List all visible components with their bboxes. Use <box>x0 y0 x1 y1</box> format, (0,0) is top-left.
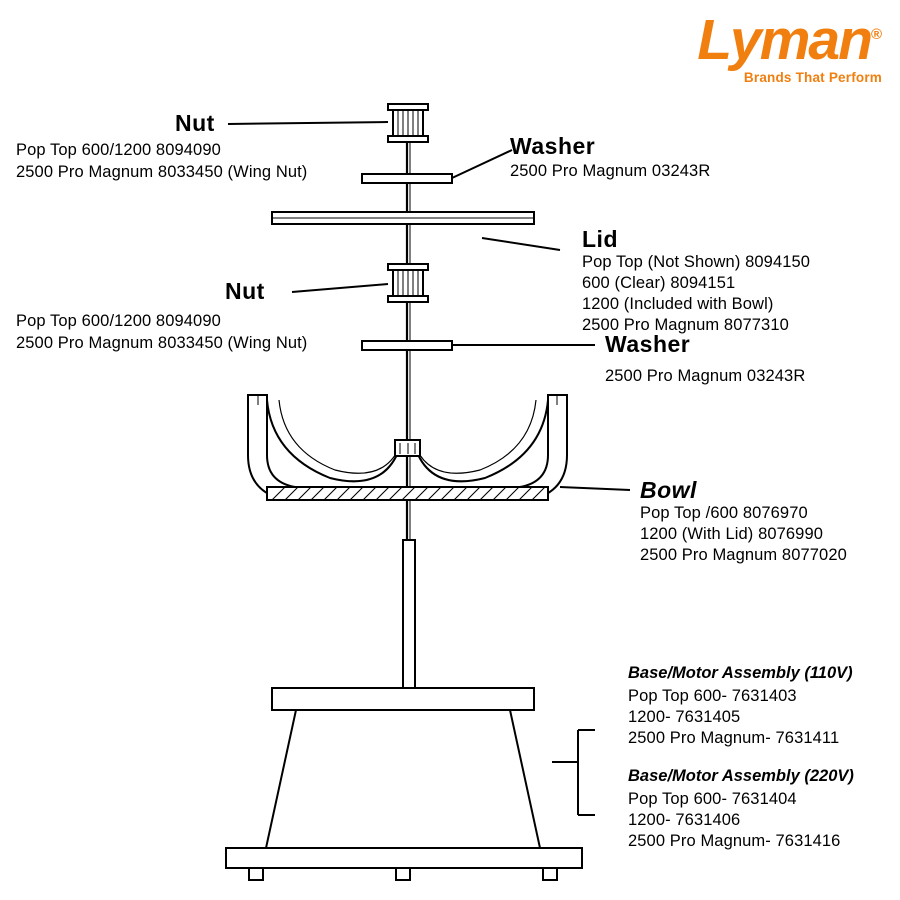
callout-base-motor-110v-line-1: Pop Top 600- 7631403 <box>628 687 797 705</box>
callout-lid-line-1: Pop Top (Not Shown) 8094150 <box>582 253 811 271</box>
callout-washer-top-heading: Washer <box>510 133 596 159</box>
registered-trademark-icon: ® <box>870 26 882 43</box>
nut-top-part <box>388 104 428 142</box>
callout-washer-lower-heading: Washer <box>605 331 691 357</box>
callout-lid-line-4: 2500 Pro Magnum 8077310 <box>582 316 789 334</box>
callout-base-motor-220v-line-3: 2500 Pro Magnum- 7631416 <box>628 832 841 850</box>
brand-name: Lyman <box>697 8 871 72</box>
motor-shaft <box>403 540 415 688</box>
nut-lower-part <box>388 264 428 302</box>
callout-washer-lower-line-1: 2500 Pro Magnum 03243R <box>605 367 806 385</box>
base-motor-part <box>226 688 582 880</box>
washer-lower-part <box>362 341 452 350</box>
callout-nut-lower-line-2: 2500 Pro Magnum 8033450 (Wing Nut) <box>16 334 308 352</box>
callout-base-motor-220v-heading: Base/Motor Assembly (220V) <box>628 767 854 785</box>
callout-lid-heading: Lid <box>582 226 618 252</box>
callout-nut-top-line-2: 2500 Pro Magnum 8033450 (Wing Nut) <box>16 163 308 181</box>
callout-lid-line-2: 600 (Clear) 8094151 <box>582 274 736 292</box>
callout-bowl-line-2: 1200 (With Lid) 8076990 <box>640 525 824 543</box>
callout-nut-lower-heading: Nut <box>225 278 265 304</box>
callout-base-motor-110v-line-2: 1200- 7631405 <box>628 708 741 726</box>
callout-base-motor-220v-line-2: 1200- 7631406 <box>628 811 741 829</box>
washer-top-part <box>362 174 452 183</box>
callout-nut-lower-line-1: Pop Top 600/1200 8094090 <box>16 312 221 330</box>
callout-base-motor-110v-line-3: 2500 Pro Magnum- 7631411 <box>628 729 840 747</box>
callout-lid-line-3: 1200 (Included with Bowl) <box>582 295 774 313</box>
callout-bowl-heading: Bowl <box>640 477 697 503</box>
callout-bowl-line-3: 2500 Pro Magnum 8077020 <box>640 546 847 564</box>
brand-tagline: Brands That Perform <box>743 70 882 85</box>
callout-base-motor-110v-heading: Base/Motor Assembly (110V) <box>628 664 853 682</box>
callout-washer-top-line-1: 2500 Pro Magnum 03243R <box>510 162 711 180</box>
callout-nut-top-heading: Nut <box>175 110 215 136</box>
callout-base-motor-220v-line-1: Pop Top 600- 7631404 <box>628 790 797 808</box>
callout-bowl-line-1: Pop Top /600 8076970 <box>640 504 808 522</box>
lid-part <box>272 212 534 224</box>
callout-nut-top-line-1: Pop Top 600/1200 8094090 <box>16 141 221 159</box>
